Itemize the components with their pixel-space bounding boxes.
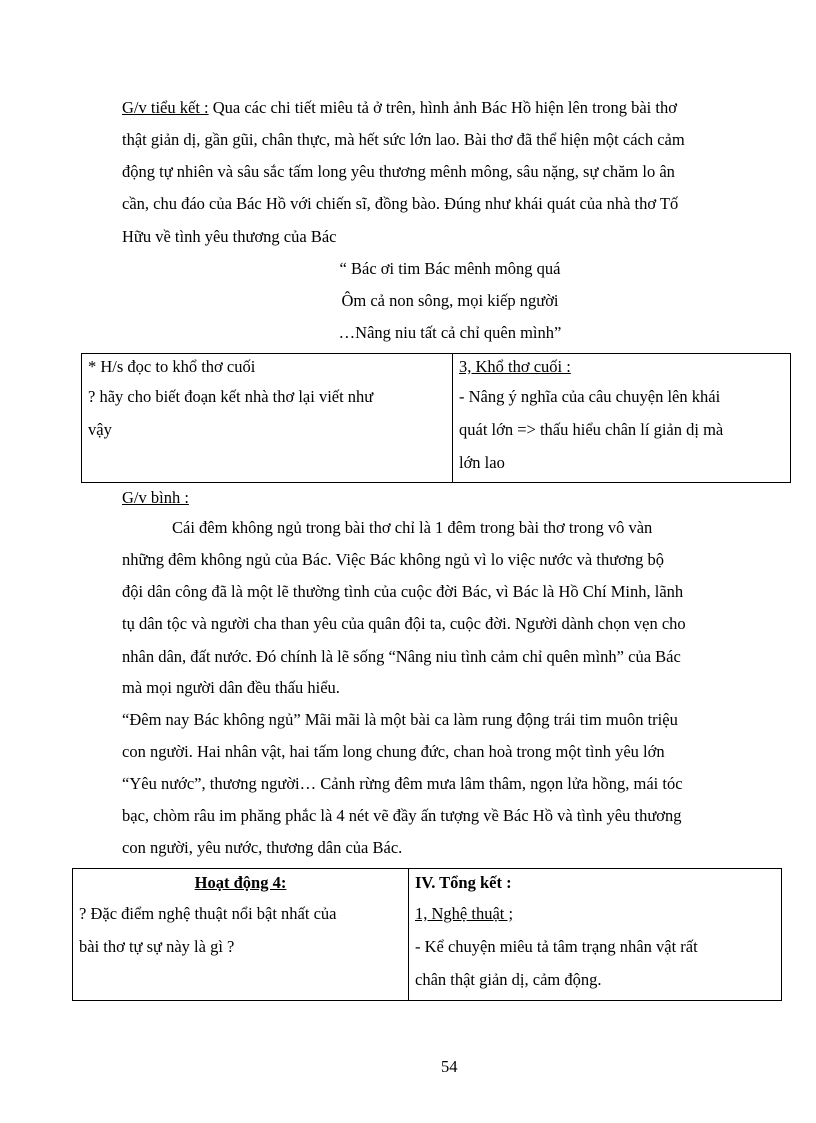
comment-p2-line-4: bạc, chòm râu im phăng phắc là 4 nét vẽ đầy ấn tượng về Bác Hồ và tình yêu thương xyxy=(122,806,682,825)
comment-p1-line-3: đội dân công đã là một lẽ thường tình của cuộc đời Bác, vì Bác là Hồ Chí Minh, lãnh xyxy=(122,582,684,601)
table2-left-line-1: ? Đặc điểm nghệ thuật nổi bật nhất của xyxy=(79,904,337,923)
comment-p2-line-5: con người, yêu nước, thương dân của Bác. xyxy=(122,838,403,857)
table2-right-heading: IV. Tổng kết : xyxy=(415,873,512,892)
table1-right-heading: 3, Khổ thơ cuối : xyxy=(459,357,571,376)
comment-p2-line-2: con người. Hai nhân vật, hai tấm long chung đức, chan hoà trong một tình yêu lớn xyxy=(122,742,665,761)
quote-line-2: Ôm cả non sông, mọi kiếp người xyxy=(341,291,559,310)
comment-p2-line-1: “Đêm nay Bác không ngủ” Mãi mãi là một bài ca làm rung động trái tim muôn triệu xyxy=(122,710,678,729)
table2-left-heading-text: Hoạt động 4: xyxy=(194,873,287,892)
comment-p1-line-4: tụ dân tộc và người cha than yêu của quân đội ta, cuộc đời. Người dành chọn vẹn cho xyxy=(122,614,686,633)
comment-p1-line-5: nhân dân, đất nước. Đó chính là lẽ sống “Nâng niu tình cảm chỉ quên mình” của Bác xyxy=(122,647,681,666)
table-tong-ket xyxy=(72,868,782,1001)
comment-label: G/v bình : xyxy=(122,488,189,507)
summary-first-text: Qua các chi tiết miêu tả ở trên, hình ảnh Bác Hồ hiện lên trong bài thơ xyxy=(208,98,677,117)
comment-p1-line-2: những đêm không ngủ của Bác. Việc Bác không ngủ vì lo việc nước và thương bộ xyxy=(122,550,665,569)
table2-right-line-1: - Kể chuyện miêu tả tâm trạng nhân vật rất xyxy=(415,937,698,956)
table-khotho-cuoi xyxy=(81,353,791,483)
table1-left-line-2: ? hãy cho biết đoạn kết nhà thơ lại viết như xyxy=(88,387,374,406)
table1-right-cell xyxy=(453,354,791,483)
table1-left-line-3: vậy xyxy=(88,420,112,439)
table2-right-subheading: 1, Nghệ thuật ; xyxy=(415,904,514,923)
summary-label: G/v tiểu kết : xyxy=(122,98,209,117)
summary-line-2: thật giản dị, gần gũi, chân thực, mà hết sức lớn lao. Bài thơ đã thể hiện một cách cảm xyxy=(122,130,685,149)
table2-right-line-2: chân thật giản dị, cảm động. xyxy=(415,970,602,989)
table1-left-line-1: * H/s đọc to khổ thơ cuối xyxy=(88,357,256,376)
table2-left-heading xyxy=(79,869,402,897)
summary-line-5: Hữu về tình yêu thương của Bác xyxy=(122,227,337,246)
quote-line-1: “ Bác ơi tim Bác mênh mông quá xyxy=(339,259,561,278)
summary-line-3: động tự nhiên và sâu sắc tấm long yêu thương mênh mông, sâu nặng, sự chăm lo ân xyxy=(122,162,675,181)
table1-right-line-2: quát lớn => thấu hiểu chân lí giản dị mà xyxy=(459,420,724,439)
table1-right-line-1: - Nâng ý nghĩa của câu chuyện lên khái xyxy=(459,387,721,406)
comment-p1-line-1: Cái đêm không ngủ trong bài thơ chỉ là 1 đêm trong bài thơ trong vô vàn xyxy=(172,518,653,537)
page-number: 54 xyxy=(441,1057,458,1076)
table1-right-line-3: lớn lao xyxy=(459,453,505,472)
summary-line-1 xyxy=(122,97,677,119)
table1-left-cell xyxy=(82,354,453,483)
comment-p1-line-6: mà mọi người dân đều thấu hiểu. xyxy=(122,678,340,697)
table2-left-cell xyxy=(73,869,409,1001)
quote-line-3: …Nâng niu tất cả chỉ quên mình” xyxy=(338,323,562,342)
summary-line-4: cần, chu đáo của Bác Hồ với chiến sĩ, đồng bào. Đúng như khái quát của nhà thơ Tố xyxy=(122,194,679,213)
table2-right-cell xyxy=(409,869,782,1001)
comment-p2-line-3: “Yêu nước”, thương người… Cảnh rừng đêm mưa lâm thâm, ngọn lửa hồng, mái tóc xyxy=(122,774,683,793)
table2-left-line-2: bài thơ tự sự này là gì ? xyxy=(79,937,235,956)
